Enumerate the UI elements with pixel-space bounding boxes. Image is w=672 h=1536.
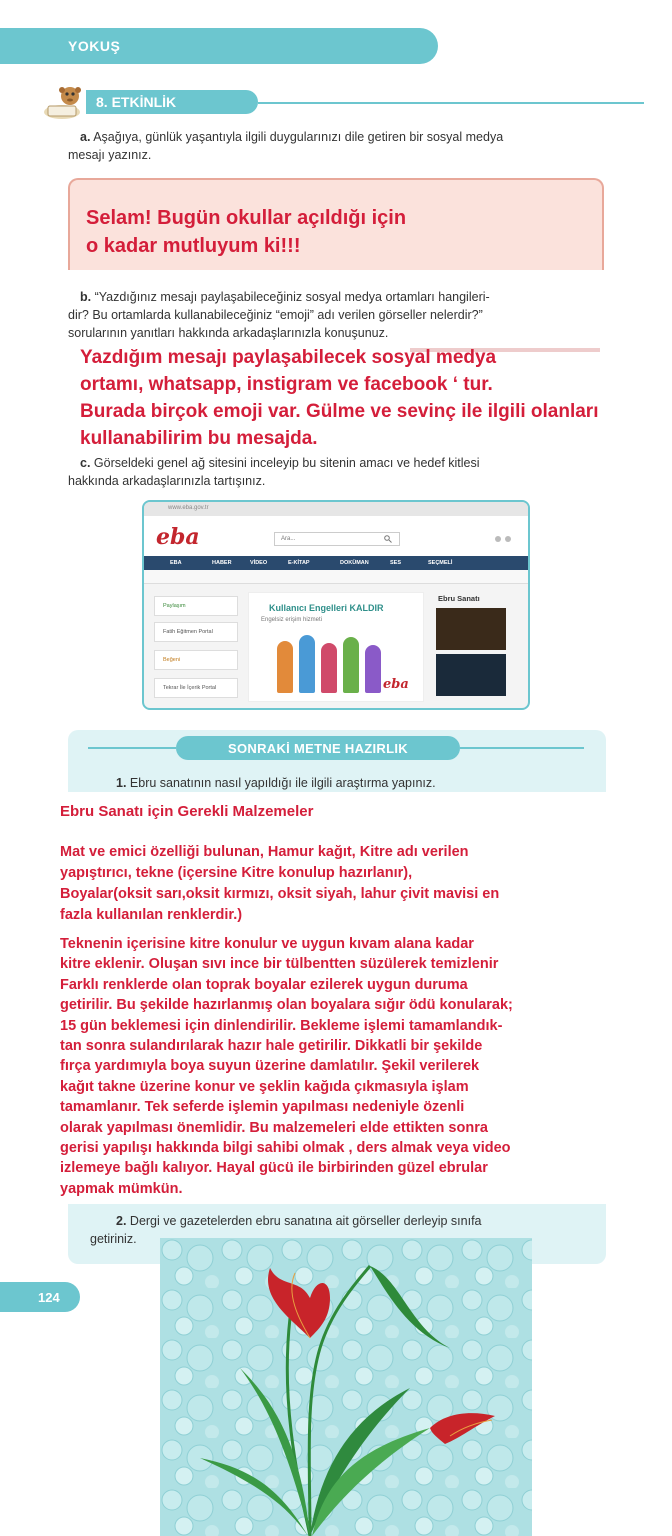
site-search-input: Ara...	[274, 532, 400, 546]
question-b-line2: dir? Bu ortamlarda kullanabileceğiniz “emoji” adı verilen görseller nelerdir?”	[68, 308, 483, 322]
chapter-title: YOKUŞ	[68, 38, 121, 54]
section-title-pill	[176, 736, 460, 760]
ebru-artwork-image	[160, 1238, 532, 1536]
question-a-line1: Aşağıya, günlük yaşantıyla ilgili duygularınızı dile getiren bir sosyal medya	[90, 130, 504, 144]
page-number: 124	[38, 1290, 60, 1305]
site-side-item: Paylaşım	[154, 596, 238, 616]
site-thumbnail	[436, 654, 506, 696]
site-side-item: Tekrar İle İçerik Portal	[154, 678, 238, 698]
ebru-tulip-illustration	[160, 1238, 532, 1536]
banner-subtitle: Engelsiz erişim hizmeti	[261, 617, 323, 623]
answer-1-materials: Mat ve emici özelliği bulunan, Hamur kağıt, Kitre adı verilen yapıştırıcı, tekne (içersine Kitre konulup hazırlanır), Boyalar(oksit sarı,oksit kırmızı, oksit siyah, lahur çivit mavisi en fazla kullanılan renklerdir.)	[60, 844, 500, 923]
search-icon	[384, 535, 392, 543]
section-divider-left	[88, 747, 176, 749]
question-b-marker: b.	[80, 290, 92, 304]
banner-figure	[321, 643, 337, 693]
site-subbar	[144, 570, 528, 584]
activity-heading	[40, 82, 610, 122]
site-header	[144, 516, 528, 556]
activity-label-pill	[86, 90, 258, 114]
activity-divider	[258, 102, 644, 104]
site-logo: eba	[156, 524, 200, 550]
question-a	[68, 128, 608, 164]
browser-url-bar: www.eba.gov.tr	[144, 502, 528, 516]
question-c-line1: Görseldeki genel ağ sitesini inceleyip bu sitenin amacı ve hedef kitlesi	[90, 456, 480, 470]
banner-figure	[299, 635, 315, 693]
site-side-item: Fatih Eğitmen Portal	[154, 622, 238, 642]
site-nav-item: E-KİTAP	[288, 560, 310, 566]
page-number-tab	[0, 1282, 80, 1312]
question-a-marker: a.	[80, 130, 91, 144]
banner-figure	[277, 641, 293, 693]
user-icons	[494, 534, 514, 544]
site-right-title: Ebru Sanatı	[438, 594, 480, 603]
site-side-item: Beğeni	[154, 650, 238, 670]
site-thumbnail	[436, 608, 506, 650]
website-screenshot	[142, 500, 530, 710]
answer-a-box	[68, 178, 604, 270]
section-title: SONRAKİ METNE HAZIRLIK	[228, 741, 408, 756]
answer-a-text: Selam! Bugün okullar açıldığı için o kadar mutluyum ki!!!	[86, 207, 407, 257]
activity-label: 8. ETKİNLİK	[96, 94, 177, 110]
site-nav-item: SES	[390, 560, 402, 566]
site-nav-item: SEÇMELİ	[428, 560, 453, 566]
banner-figure	[343, 637, 359, 693]
site-nav-item: DOKÜMAN	[340, 560, 369, 566]
question-a-line2: mesajı yazınız.	[68, 148, 152, 162]
chapter-header	[0, 28, 438, 64]
question-b-line1: “Yazdığınız mesajı paylaşabileceğiniz sosyal medya ortamları hangileri-	[91, 290, 490, 304]
answer-b-text: Yazdığım mesajı paylaşabilecek sosyal medya ortamı, whatsapp, instigram ve facebook ‘ tur. Burada birçok emoji var. Gülme ve sevinç ile ilgili olanları kullanabilirim bu mesajda.	[80, 347, 599, 449]
question-2-line2: getiriniz.	[90, 1232, 137, 1246]
question-b-line3: sorularının yanıtları hakkında arkadaşlarınızla konuşunuz.	[68, 326, 389, 340]
answer-1-process: Teknenin içerisine kitre konulur ve uygun kıvam alana kadar kitre eklenir. Oluşan sıvı ince bir tülbentten süzülerek temizlenir Farklı renklerde olan toprak boyalar ezilerek uygun duruma getirilir. Bu şekilde hazırlanmış olan boyalara sığır ödü konularak; 15 gün beklemesi için dinlendirilir. Bekleme işlemi tamamlandık- tan sonra sulandırılarak hazır hale getirilir. Dikkatli bir şekilde fırça yardımıyla boya suyun üzerine damlatılır. Şekil verilerek kağıt takne üzerine konur ve şeklin kağıda çıkmasıyla işlam tamamlanır. Tek seferde işlemin yapılması nedeniyle özenli olarak yapılması önemlidir. Bu malzemeleri elde ettikten sonra gerisi yapılışı hakkında bilgi sahibi olmak , ders almak veya video izlemeye bağlı kalıyor. Hayal gücü ile birbirinden güzel ebrular yapmak mümkün.	[60, 936, 513, 1197]
question-c-line2: hakkında arkadaşlarınızla tartışınız.	[68, 474, 266, 488]
question-c-marker: c.	[80, 456, 91, 470]
site-banner	[248, 592, 424, 702]
site-nav-item: VİDEO	[250, 560, 268, 566]
answer-1-heading: Ebru Sanatı için Gerekli Malzemeler	[60, 803, 314, 820]
question-b	[68, 288, 612, 342]
banner-title: Kullanıcı Engelleri KALDIR	[269, 603, 384, 613]
question-1-marker: 1.	[116, 776, 127, 790]
reading-mascot-icon	[40, 82, 90, 122]
section-divider-right	[460, 747, 584, 749]
question-1-text: Ebru sanatının nasıl yapıldığı ile ilgili araştırma yapınız.	[126, 776, 436, 790]
site-nav-item: HABER	[212, 560, 232, 566]
question-2-line1: Dergi ve gazetelerden ebru sanatına ait görseller derleyip sınıfa	[126, 1214, 482, 1228]
banner-logo: eba	[383, 677, 409, 692]
question-c	[68, 454, 608, 490]
banner-figure	[365, 645, 381, 693]
site-nav	[144, 556, 528, 570]
site-nav-item: EBA	[170, 560, 182, 566]
question-2-marker: 2.	[116, 1214, 127, 1228]
question-1	[116, 774, 596, 792]
